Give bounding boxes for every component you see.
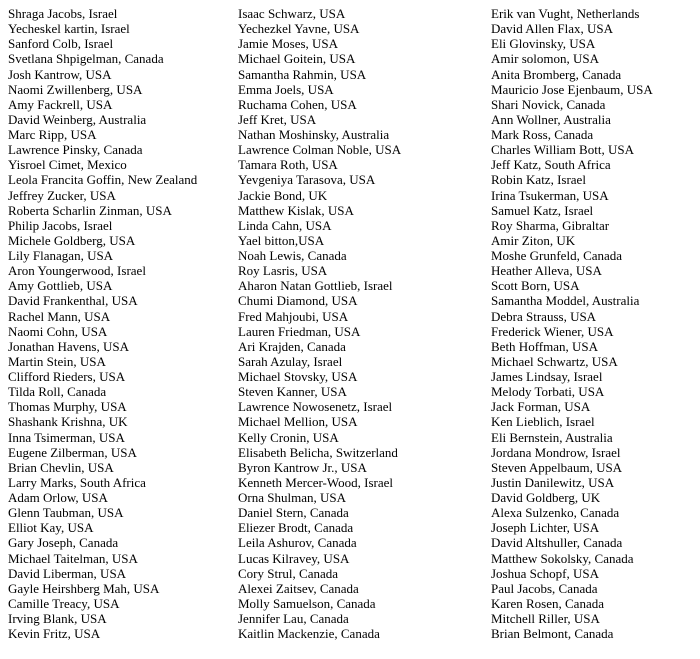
- signatory-name: Samantha Moddel, Australia: [491, 293, 640, 309]
- signatory-name: Aron Youngerwood, Israel: [8, 263, 146, 279]
- signatory-name: Leola Francita Goffin, New Zealand: [8, 172, 198, 188]
- signatory-name: Amy Gottlieb, USA: [8, 278, 113, 294]
- signatory-name: Yechezkel Yavne, USA: [238, 21, 360, 37]
- signatory-name: Clifford Rieders, USA: [8, 369, 126, 384]
- signatory-name: Debra Strauss, USA: [491, 308, 597, 324]
- signatory-name: Alexa Sulzenko, Canada: [491, 505, 620, 521]
- signatory-name: Kenneth Mercer-Wood, Israel: [238, 474, 393, 490]
- signatory-name: Mark Ross, Canada: [491, 127, 594, 142]
- signatory-name: Yisroel Cimet, Mexico: [8, 157, 127, 173]
- signatory-name: Thomas Murphy, USA: [8, 399, 127, 415]
- signatory-name: Alexei Zaitsev, Canada: [238, 580, 359, 596]
- signatory-name: Jackie Bond, UK: [238, 187, 328, 203]
- signatory-name: Yecheskel kartin, Israel: [8, 21, 130, 37]
- signatory-name: Steven Appelbaum, USA: [491, 459, 623, 475]
- signatory-name: David Liberman, USA: [8, 565, 127, 581]
- signatory-name: Elliot Kay, USA: [8, 520, 94, 536]
- signatory-name: Scott Born, USA: [491, 278, 580, 294]
- signatory-name: David Altshuller, Canada: [491, 535, 623, 551]
- signatory-name: Erik van Vught, Netherlands: [491, 6, 640, 21]
- signatory-name: Robin Katz, Israel: [491, 172, 586, 188]
- signatory-name: Irina Tsukerman, USA: [491, 187, 609, 203]
- names-column-1: [8, 6, 233, 641]
- signatory-name: Shraga Jacobs, Israel: [8, 6, 118, 21]
- signatory-name: Noah Lewis, Canada: [238, 248, 347, 263]
- signatory-name: Roy Lasris, USA: [238, 263, 328, 279]
- signatory-name: Melody Torbati, USA: [491, 384, 605, 400]
- signatory-name: Adam Orlow, USA: [8, 490, 108, 505]
- signatory-name: Matthew Sokolsky, Canada: [491, 550, 634, 566]
- signatory-name: Jeffrey Zucker, USA: [8, 187, 116, 203]
- signatory-name: Michael Mellion, USA: [238, 414, 358, 430]
- signatory-name: Yevgeniya Tarasova, USA: [238, 172, 376, 188]
- signatory-name: Paul Jacobs, Canada: [491, 580, 598, 596]
- signatory-name: Michael Taitelman, USA: [8, 550, 138, 566]
- signatory-name: Heather Alleva, USA: [491, 263, 602, 279]
- signatory-name: Jeff Kret, USA: [238, 111, 317, 127]
- signatory-name: Jordana Mondrow, Israel: [491, 444, 621, 460]
- signatory-name: Inna Tsimerman, USA: [8, 429, 125, 445]
- signatory-name: Leila Ashurov, Canada: [238, 535, 357, 551]
- signatory-name: Sarah Azulay, Israel: [238, 353, 343, 369]
- signatory-name: Joshua Schopf, USA: [491, 565, 599, 581]
- signatory-name: Michele Goldberg, USA: [8, 232, 136, 248]
- signatory-name: Svetlana Shpigelman, Canada: [8, 51, 164, 67]
- signatory-name: Naomi Zwillenberg, USA: [8, 81, 143, 97]
- signatory-name: Molly Samuelson, Canada: [238, 595, 376, 611]
- signatory-name: Justin Danilewitz, USA: [491, 474, 615, 490]
- signatory-name: Lawrence Colman Noble, USA: [238, 142, 402, 158]
- signatory-name: Samuel Katz, Israel: [491, 202, 594, 218]
- signatory-name: Fred Mahjoubi, USA: [238, 308, 349, 324]
- names-column-2: [238, 6, 483, 641]
- signatory-name: Aharon Natan Gottlieb, Israel: [238, 278, 393, 294]
- signatory-name: Amir Ziton, UK: [491, 232, 576, 248]
- signatory-name: Elisabeth Belicha, Switzerland: [238, 444, 398, 460]
- signatory-name: Emma Joels, USA: [238, 81, 334, 97]
- signatory-name: Byron Kantrow Jr., USA: [238, 459, 367, 475]
- signatory-name: Roberta Scharlin Zinman, USA: [8, 202, 172, 218]
- signatory-name: Orna Shulman, USA: [238, 490, 346, 505]
- signatory-name: David Frankenthal, USA: [8, 293, 138, 309]
- signatory-name: Ann Wollner, Australia: [491, 111, 611, 127]
- signatory-name: Michael Stovsky, USA: [238, 369, 358, 384]
- signatory-name: Camille Treacy, USA: [8, 595, 120, 611]
- signatory-name: Lily Flanagan, USA: [8, 248, 114, 263]
- signatory-name: Sanford Colb, Israel: [8, 36, 114, 52]
- signatory-name: Chumi Diamond, USA: [238, 293, 358, 309]
- signatory-name: Tilda Roll, Canada: [8, 384, 107, 400]
- signatory-name: Amy Fackrell, USA: [8, 96, 113, 112]
- signatory-name: David Goldberg, UK: [491, 490, 601, 505]
- signatory-name: Linda Cahn, USA: [238, 217, 332, 233]
- signatory-name: Marc Ripp, USA: [8, 127, 97, 142]
- signatory-name: Ken Lieblich, Israel: [491, 414, 595, 430]
- signatory-name: Jamie Moses, USA: [238, 36, 339, 52]
- signatory-name: James Lindsay, Israel: [491, 369, 603, 384]
- signatory-name: Eliezer Brodt, Canada: [238, 520, 354, 536]
- signatory-name: Jeff Katz, South Africa: [491, 157, 611, 173]
- signatory-name: Josh Kantrow, USA: [8, 66, 112, 82]
- signatory-name: Michael Schwartz, USA: [491, 353, 618, 369]
- signatory-name: Kaitlin Mackenzie, Canada: [238, 626, 380, 642]
- signatory-name: Jonathan Havens, USA: [8, 338, 129, 354]
- signatory-name: Glenn Taubman, USA: [8, 505, 124, 521]
- signatory-name: Martin Stein, USA: [8, 353, 106, 369]
- signatory-name: David Weinberg, Australia: [8, 111, 147, 127]
- signatory-name: Eugene Zilberman, USA: [8, 444, 137, 460]
- signatory-name: Tamara Roth, USA: [238, 157, 338, 173]
- signatory-name: Brian Belmont, Canada: [491, 626, 614, 642]
- signatory-name: Moshe Grunfeld, Canada: [491, 248, 623, 263]
- signatory-name: Frederick Wiener, USA: [491, 323, 614, 339]
- signatory-name: Eli Bernstein, Australia: [491, 429, 613, 445]
- signatory-name: Gary Joseph, Canada: [8, 535, 119, 551]
- signatory-name: Kelly Cronin, USA: [238, 429, 339, 445]
- signatory-name: Naomi Cohn, USA: [8, 323, 108, 339]
- signatory-name: Philip Jacobs, Israel: [8, 217, 113, 233]
- signatory-name: Shari Novick, Canada: [491, 96, 606, 112]
- signatory-name: Matthew Kislak, USA: [238, 202, 354, 218]
- signatory-name: Mauricio Jose Ejenbaum, USA: [491, 81, 653, 97]
- signatory-name: Rachel Mann, USA: [8, 308, 111, 324]
- signatory-name: Roy Sharma, Gibraltar: [491, 217, 610, 233]
- signatory-name: Cory Strul, Canada: [238, 565, 339, 581]
- signatory-name: Steven Kanner, USA: [238, 384, 347, 400]
- signatory-name: Amir solomon, USA: [491, 51, 599, 67]
- signatory-name: Larry Marks, South Africa: [8, 474, 146, 490]
- signatory-name: David Allen Flax, USA: [491, 21, 614, 37]
- signatory-name: Samantha Rahmin, USA: [238, 66, 367, 82]
- signatory-name: Irving Blank, USA: [8, 611, 107, 626]
- signatory-name: Joseph Lichter, USA: [491, 520, 600, 536]
- signatory-name: Kevin Fritz, USA: [8, 626, 101, 642]
- signatory-name: Lucas Kilravey, USA: [238, 550, 350, 566]
- signatory-name: Jack Forman, USA: [491, 399, 591, 415]
- signatory-name: Lawrence Nowosenetz, Israel: [238, 399, 393, 415]
- signatory-name: Brian Chevlin, USA: [8, 459, 114, 475]
- signatory-name: Gayle Heirshberg Mah, USA: [8, 580, 160, 596]
- signatory-name: Ruchama Cohen, USA: [238, 96, 357, 112]
- signatory-name: Anita Bromberg, Canada: [491, 66, 622, 82]
- signatory-name: Charles William Bott, USA: [491, 142, 634, 158]
- signatory-name: Shashank Krishna, UK: [8, 414, 128, 430]
- signatory-name: Isaac Schwarz, USA: [238, 6, 346, 21]
- signatory-name: Michael Goitein, USA: [238, 51, 356, 67]
- signatory-name: Daniel Stern, Canada: [238, 505, 349, 521]
- signatory-name: Lauren Friedman, USA: [238, 323, 361, 339]
- signatory-name: Lawrence Pinsky, Canada: [8, 142, 143, 158]
- signatory-name: Beth Hoffman, USA: [491, 338, 599, 354]
- signatory-name: Eli Glovinsky, USA: [491, 36, 596, 52]
- signatory-name: Nathan Moshinsky, Australia: [238, 127, 390, 142]
- signatory-name: Yael bitton,USA: [238, 232, 325, 248]
- signatory-name: Karen Rosen, Canada: [491, 595, 604, 611]
- signatory-name: Mitchell Riller, USA: [491, 611, 600, 626]
- signatory-name: Ari Krajden, Canada: [238, 338, 346, 354]
- names-column-3: [491, 6, 696, 641]
- signatory-name: Jennifer Lau, Canada: [238, 611, 349, 626]
